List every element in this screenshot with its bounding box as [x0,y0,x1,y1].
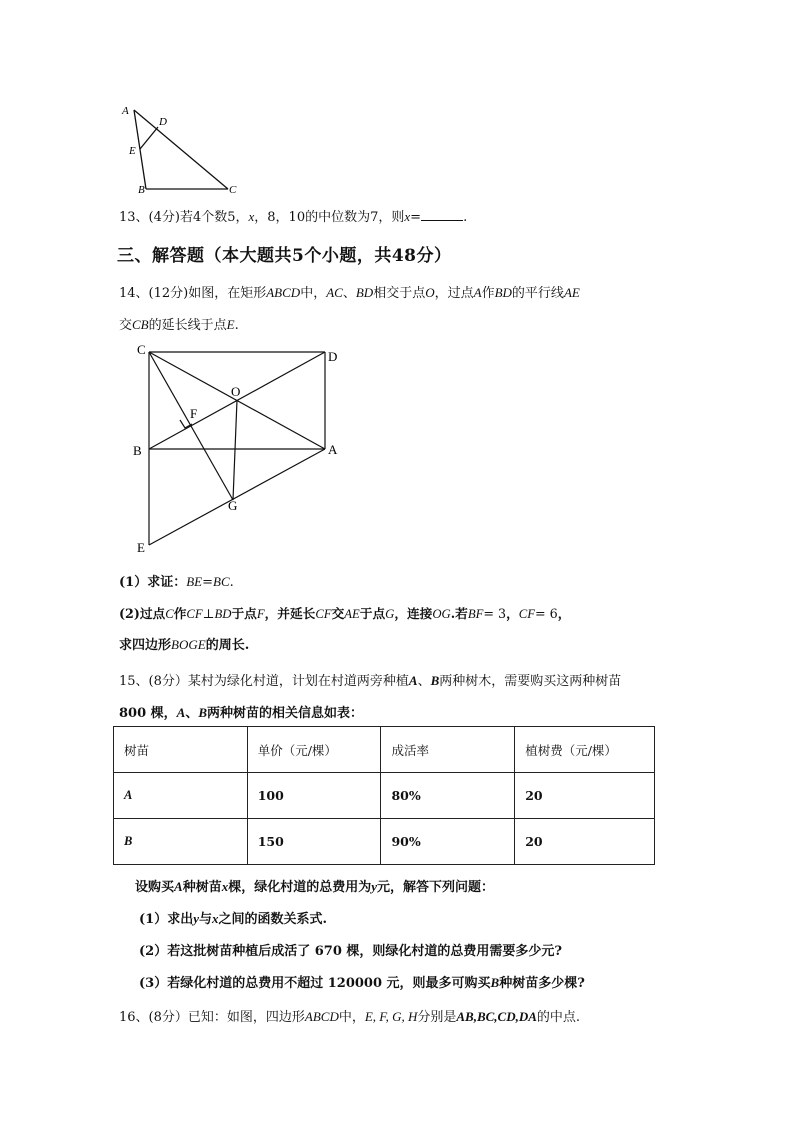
table-cell: 100 [247,773,381,819]
question-15-line1: 15、(8分）某村为绿化村道，计划在村道两旁种植A、B两种树木，需要购买这两种树苗 [119,673,622,689]
table-cell: A [114,773,248,819]
table-cell: 80% [381,773,515,819]
segment-OG [233,400,237,500]
table-cell: B [114,819,248,865]
label-G: G [228,498,238,513]
label-C: C [137,342,146,357]
segment-DE [140,127,158,149]
question-15-part1: (1）求出y与x之间的函数关系式. [139,911,328,927]
table-header-cell: 植树费（元/棵） [515,727,655,773]
table-header-cell: 树苗 [114,727,248,773]
label-A: A [122,105,129,117]
segment-AB [134,110,146,189]
table-header-row [114,727,655,773]
table-cell: 90% [381,819,515,865]
table-cell: 150 [247,819,381,865]
label-C: C [229,184,237,196]
label-B: B [138,184,145,196]
table-header-cell: 单价（元/棵） [247,727,381,773]
label-F: F [190,406,198,421]
table-row [114,773,655,819]
question-13: 13、(4分)若4个数5，x，8，10的中位数为7，则x= . [119,209,468,225]
label-E: E [137,540,145,555]
segment-EA [149,449,325,545]
question-15-line2: 800 棵，A、B两种树苗的相关信息如表： [119,705,364,721]
question-14-part2-cont: 求四边形BOGE的周长. [119,637,250,653]
label-A: A [328,442,338,457]
question-15-intro: 设购买A种树苗x棵，绿化村道的总费用为y元，解答下列问题： [135,879,495,895]
label-D: D [159,116,167,128]
question-15-part2: (2）若这批树苗种植后成活了 670 棵，则绿化村道的总费用需要多少元? [139,944,563,959]
table-header-cell: 成活率 [381,727,515,773]
section-heading: 三、解答题（本大题共5个小题，共48分） [117,246,452,266]
segment-AC [134,110,228,189]
table-row [114,819,655,865]
label-O: O [231,384,241,399]
seedling-info-table [113,726,655,865]
segment-CG [149,352,233,500]
label-B: B [133,443,142,458]
table-cell: 20 [515,773,655,819]
label-E: E [129,145,136,157]
rectangle-figure-q14 [128,340,358,560]
label-D: D [328,349,338,364]
question-14-line1: 14、(12分)如图，在矩形ABCD中，AC、BD相交于点O，过点A作BD的平行线AE [119,285,580,301]
question-14-part2: (2)过点C作CF⊥BD于点F，并延长CF交AE于点G，连接OG.若BF= 3，CF= 6， [119,606,571,621]
question-14-line2: 交CB的延长线于点E. [119,317,239,333]
question-16: 16、(8分）已知：如图，四边形ABCD中，E, F, G, H分别是AB,BC,CD,DA的中点. [119,1009,581,1025]
question-14-part1: (1）求证：BE=BC. [119,574,234,590]
answer-blank[interactable] [421,208,463,221]
triangle-figure-q12 [118,100,248,200]
table-cell: 20 [515,819,655,865]
question-15-part3: (3）若绿化村道的总费用不超过 120000 元，则最多可购买B种树苗多少棵? [139,975,585,991]
